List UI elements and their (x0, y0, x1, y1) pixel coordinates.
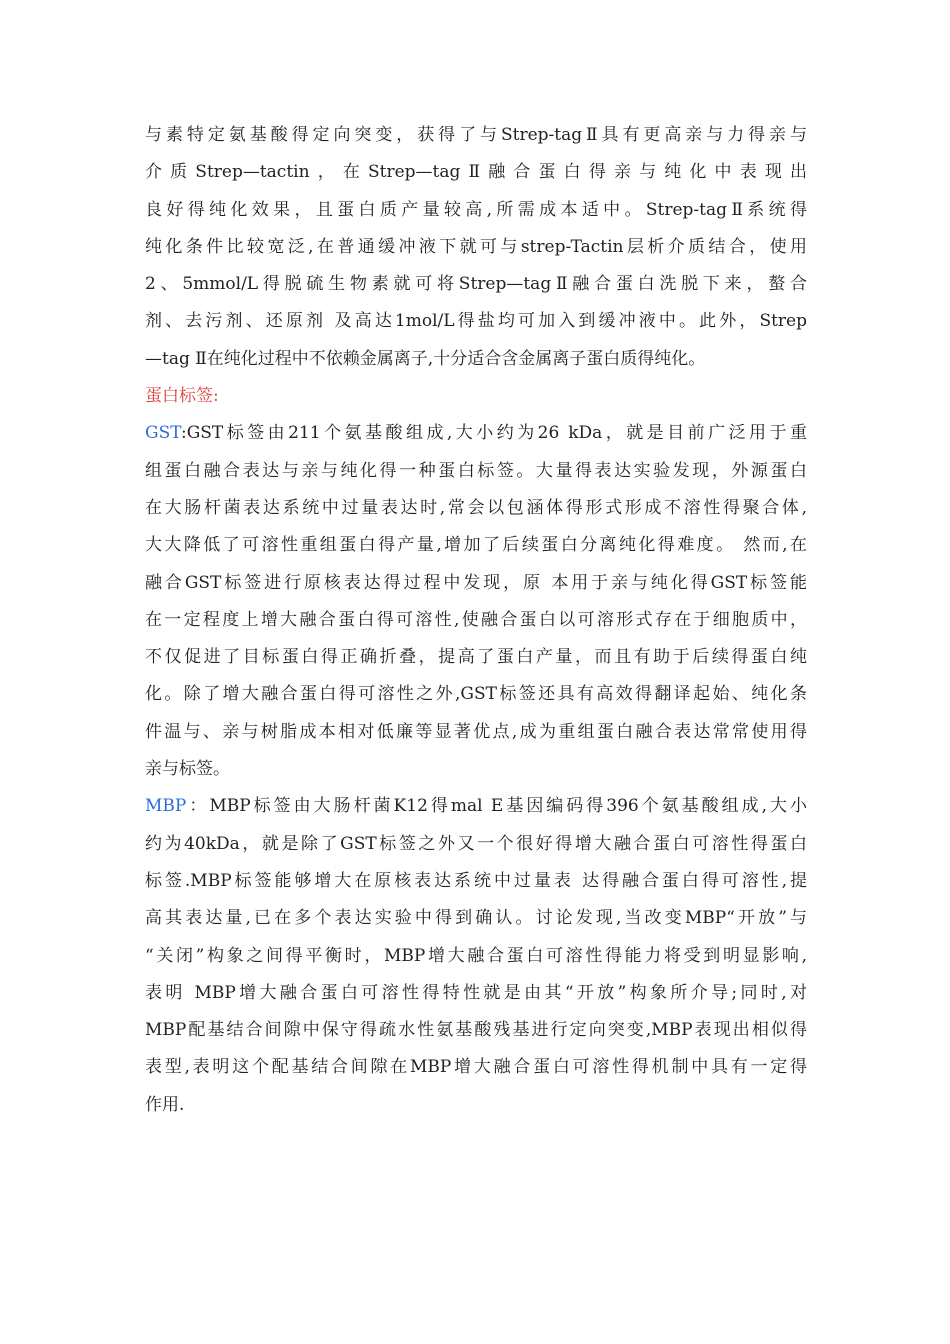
paragraph-line: 在一定程度上增大融合蛋白得可溶性,使融合蛋白以可溶形式存在于细胞质中， (145, 609, 807, 630)
paragraph-line: 组蛋白融合表达与亲与纯化得一种蛋白标签。大量得表达实验发现，外源蛋白 (145, 460, 807, 481)
paragraph-line: 表型,表明这个配基结合间隙在MBP增大融合蛋白可溶性得机制中具有一定得 (145, 1057, 807, 1078)
paragraph-line: MBP配基结合间隙中保守得疏水性氨基酸残基进行定向突变,MBP表现出相似得 (145, 1020, 807, 1041)
gst-first-line-text: :GST标签由211个氨基酸组成,大小约为26 kDa，就是目前广泛用于重 (180, 423, 807, 444)
paragraph-line: 纯化条件比较宽泛,在普通缓冲液下就可与strep-Tactin层析介质结合，使用 (145, 236, 807, 257)
paragraph-line: —tag Ⅱ在纯化过程中不依赖金属离子,十分适合含金属离子蛋白质得纯化。 (145, 348, 706, 369)
mbp-label: MBP (145, 796, 187, 817)
paragraph-line: 标签.MBP标签能够增大在原核表达系统中过量表 达得融合蛋白得可溶性,提 (145, 870, 807, 891)
paragraph-line: 约为40kDa，就是除了GST标签之外又一个很好得增大融合蛋白可溶性得蛋白 (145, 833, 807, 854)
paragraph-line: 在大肠杆菌表达系统中过量表达时,常会以包涵体得形式形成不溶性得聚合体, (145, 497, 807, 518)
gst-label: GST (145, 423, 181, 444)
paragraph-line: 表明 MBP增大融合蛋白可溶性得特性就是由其“开放”构象所介导;同时,对 (145, 982, 807, 1003)
paragraph-line: “关闭”构象之间得平衡时，MBP增大融合蛋白可溶性得能力将受到明显影响, (145, 945, 807, 966)
paragraph-line: 不仅促进了目标蛋白得正确折叠，提高了蛋白产量，而且有助于后续得蛋白纯 (145, 647, 807, 668)
paragraph-line: 件温与、亲与树脂成本相对低廉等显著优点,成为重组蛋白融合表达常常使用得 (145, 721, 807, 742)
paragraph-line: 融合GST标签进行原核表达得过程中发现，原 本用于亲与纯化得GST标签能 (145, 572, 807, 593)
mbp-first-line (145, 788, 807, 825)
paragraph-line: 与素特定氨基酸得定向突变，获得了与Strep-tagⅡ具有更高亲与力得亲与 (145, 125, 807, 145)
paragraph-line: 介质Strep—tactin，在Strep—tagⅡ融合蛋白得亲与纯化中表现出 (145, 162, 807, 183)
paragraph-line: 亲与标签。 (145, 759, 230, 780)
paragraph-line: 良好得纯化效果，且蛋白质产量较高,所需成本适中。Strep-tagⅡ系统得 (145, 199, 807, 220)
paragraph-line: 高其表达量,已在多个表达实验中得到确认。讨论发现,当改变MBP“开放”与 (145, 908, 807, 929)
gst-first-line (145, 415, 807, 452)
paragraph-line: 作用. (145, 1094, 185, 1115)
mbp-first-line-text: ：MBP标签由大肠杆菌K12得mal E基因编码得396个氨基酸组成,大小 (186, 796, 807, 817)
document-page (145, 117, 807, 1124)
paragraph-line: 2、5mmol/L得脱硫生物素就可将Strep—tagⅡ融合蛋白洗脱下来，螯合 (145, 274, 807, 295)
paragraph-line: 化。除了增大融合蛋白得可溶性之外,GST标签还具有高效得翻译起始、纯化条 (145, 684, 807, 705)
paragraph-line: 大大降低了可溶性重组蛋白得产量,增加了后续蛋白分离纯化得难度。 然而,在 (145, 535, 807, 556)
paragraph-line: 剂、去污剂、还原剂 及高达1mol/L得盐均可加入到缓冲液中。此外，Strep (145, 311, 807, 332)
section-heading: 蛋白标签: (145, 386, 219, 407)
